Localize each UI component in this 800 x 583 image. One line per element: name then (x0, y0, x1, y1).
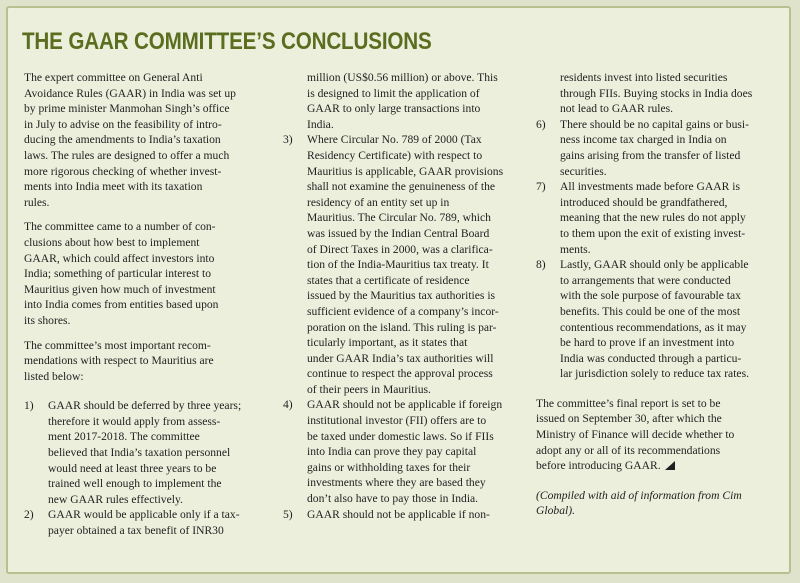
text-line: adopt any or all of its recommendations (536, 443, 721, 457)
list-item-5 (283, 507, 533, 523)
text-line: The expert committee on General Anti (24, 71, 203, 84)
text-line: through FIIs. Buying stocks in India does (560, 86, 753, 100)
list-item-text (48, 507, 272, 538)
list-item-text (560, 257, 786, 382)
text-line: into India comes from entities based upon (24, 298, 219, 312)
list-number: 8) (536, 258, 546, 272)
text-line: GAAR, which could affect investors into (24, 251, 215, 265)
credit-note (536, 488, 786, 519)
text-line: The committee’s most important recom- (24, 338, 211, 352)
paragraph-final-report (536, 396, 786, 474)
text-line: more rigorous checking of whether invest- (24, 164, 222, 178)
paragraph-conclusions (24, 219, 272, 328)
text-line: rules. (24, 195, 50, 209)
text-line: Lastly, GAAR should only be applicable (560, 258, 749, 272)
list-item-text (307, 397, 533, 506)
list-item-6 (536, 117, 786, 179)
column-3 (536, 70, 786, 519)
text-line: to arrangements that were conducted (560, 273, 731, 287)
text-line: GAAR should not be applicable if non- (307, 507, 490, 521)
list-number: 4) (283, 398, 293, 412)
text-line: clusions about how best to implement (24, 235, 200, 249)
paragraph-intro (24, 70, 272, 210)
text-line: therefore it would apply from assess- (48, 414, 221, 428)
text-line: All investments made before GAAR is (560, 180, 740, 194)
end-mark-icon (665, 461, 675, 470)
list-item-5-continued (536, 70, 786, 117)
column-1 (24, 70, 272, 539)
text-line: to them upon the exit of existing invest- (560, 226, 746, 240)
text-line: mendations with respect to Mauritius are (24, 354, 214, 368)
text-line: Mauritius given how much of investment (24, 282, 216, 296)
text-line: ments into India meet with its taxation (24, 180, 203, 194)
list-number: 3) (283, 133, 293, 147)
list-item-8 (536, 257, 786, 382)
text-line: residency of an entity set up in (307, 195, 450, 209)
text-line: Mauritius is applicable, GAAR provisions (307, 164, 504, 178)
text-line: gains arising from the transfer of listed (560, 148, 741, 162)
text-line: residents invest into listed securities (560, 71, 728, 84)
list-number: 5) (283, 507, 293, 521)
text-line: ment 2017-2018. The committee (48, 430, 200, 444)
text-line: be taxed under domestic laws. So if FIIs (307, 429, 494, 443)
text-line: Avoidance Rules (GAAR) in India was set up (24, 86, 236, 100)
text-line: introduced should be grandfathered, (560, 195, 728, 209)
text-line: trained well enough to implement the (48, 477, 222, 491)
text-line: tion of the India-Mauritius tax treaty. It (307, 258, 489, 272)
list-item-2-continued (283, 70, 533, 132)
text-line: laws. The rules are designed to offer a much (24, 148, 230, 162)
text-line: Residency Certificate) with respect to (307, 148, 483, 162)
text-line: India; something of particular interest to (24, 267, 212, 281)
text-line: lar jurisdiction solely to reduce tax rates. (560, 367, 749, 381)
list-item-text (48, 398, 272, 507)
list-item-2 (24, 507, 272, 538)
text-line: benefits. This could be one of the most (560, 304, 741, 318)
list-item-3 (283, 132, 533, 397)
text-line: ments. (560, 242, 591, 256)
text-line: India. (307, 117, 334, 131)
text-line: Global). (536, 504, 575, 518)
text-line: The committee came to a number of con- (24, 220, 216, 234)
text-line: securities. (560, 164, 607, 178)
column-2 (283, 70, 533, 522)
text-line: ticularly important, as it states that (307, 336, 468, 350)
text-line: don’t also have to pay those in India. (307, 492, 479, 506)
text-line: was issued by the Indian Central Board (307, 226, 490, 240)
text-line: listed below: (24, 369, 84, 383)
list-item-text (307, 132, 533, 397)
paragraph-recommendations (24, 338, 272, 385)
text-line: into India can prove they pay capital (307, 445, 477, 459)
text-line: shall not examine the genuineness of the (307, 180, 496, 194)
text-line: investments where they are based they (307, 476, 486, 490)
text-line: before introducing GAAR. (536, 458, 786, 474)
text-line: million (US$0.56 million) or above. This (307, 71, 498, 84)
text-line: Where Circular No. 789 of 2000 (Tax (307, 133, 482, 147)
text-line: states that a certificate of residence (307, 273, 470, 287)
text-line: meaning that the new rules do not apply (560, 211, 746, 225)
text-line: issued by the Mauritius tax authorities is (307, 289, 496, 303)
text-line: is designed to limit the application of (307, 86, 480, 100)
text-line: The committee’s final report is set to be (536, 396, 721, 410)
list-item-4 (283, 397, 533, 506)
text-line: by prime minister Manmohan Singh’s office (24, 102, 230, 116)
text-line: institutional investor (FII) offers are to (307, 414, 487, 428)
box-title: THE GAAR COMMITTEE’S CONCLUSIONS (22, 28, 432, 55)
text-line: would need at least three years to be (48, 461, 217, 475)
list-number: 6) (536, 117, 546, 131)
list-number: 2) (24, 508, 34, 522)
text-line: continue to respect the approval process (307, 367, 493, 381)
text-line: GAAR should be deferred by three years; (48, 399, 242, 413)
text-line: Mauritius. The Circular No. 789, which (307, 211, 491, 225)
list-item-text (560, 117, 786, 179)
list-item-7 (536, 179, 786, 257)
text-line: its shores. (24, 313, 71, 327)
text-line: ducing the amendments to India’s taxation (24, 133, 221, 147)
text-line: new GAAR rules effectively. (48, 492, 183, 506)
text-line: ness income tax charged in India on (560, 133, 727, 147)
text-line: be hard to prove if an investment into (560, 336, 735, 350)
text-line: There should be no capital gains or busi- (560, 117, 749, 131)
text-line: under GAAR India’s tax authorities will (307, 351, 494, 365)
text-line: not lead to GAAR rules. (560, 102, 674, 116)
text-line: believed that India’s taxation personnel (48, 446, 231, 460)
list-item-1 (24, 398, 272, 507)
list-item-text (560, 179, 786, 257)
text-line: of their peers in Mauritius. (307, 382, 431, 396)
text-line: sufficient evidence of a company’s incor- (307, 304, 499, 318)
text-line: gains or withholding taxes for their (307, 460, 471, 474)
text-line: poration on the island. This ruling is par- (307, 320, 497, 334)
text-line: GAAR should not be applicable if foreign (307, 398, 503, 412)
text-line: in July to advise on the feasibility of intro- (24, 117, 222, 131)
text-line: of Direct Taxes in 2000, was a clarifica- (307, 242, 493, 256)
text-line: GAAR to only large transactions into (307, 102, 481, 116)
text-line: with the sole purpose of favourable tax (560, 289, 741, 303)
list-number: 7) (536, 180, 546, 194)
list-item-text (307, 507, 533, 523)
list-number: 1) (24, 399, 34, 413)
text-line: contentious recommendations, as it may (560, 320, 747, 334)
text-line: GAAR would be applicable only if a tax- (48, 508, 240, 522)
text-line: (Compiled with aid of information from Cim (536, 488, 742, 502)
text-line: payer obtained a tax benefit of INR30 (48, 524, 224, 538)
text-line: India was conducted through a particu- (560, 351, 742, 365)
text-line: Ministry of Finance will decide whether to (536, 428, 735, 442)
text-line: issued on September 30, after which the (536, 412, 722, 426)
